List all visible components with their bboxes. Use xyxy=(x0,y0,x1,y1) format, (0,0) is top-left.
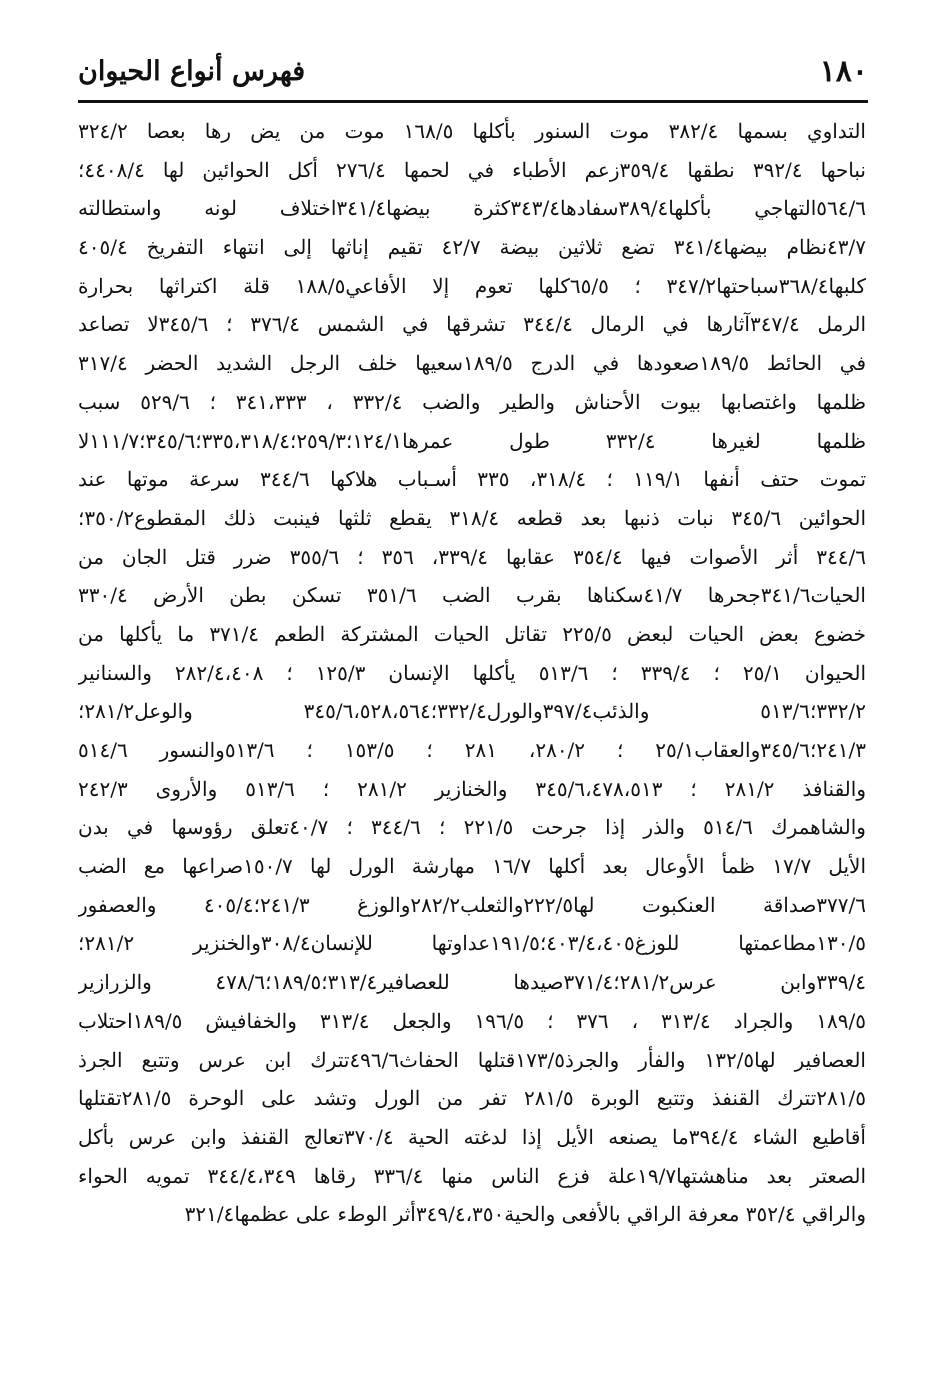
text-line: ٣٣٢/٢؛٥١٣/٦ والذئب٣٩٧/٤والورل٣٣٢/٤؛٣٤٥/٦،٥٢٨،٥٦٤ والوعل٢٨١/٢؛ xyxy=(78,699,866,724)
text-line: ظلمها لغيرها ٣٣٢/٤ طول عمرها١٢٤/١؛٢٥٩/٣؛٣٣٥،٣١٨/٤؛٣٤٥/٦؛١١١/٧لا xyxy=(78,428,866,453)
text-line: في الحائط ١٨٩/٥صعودها في الدرج ١٨٩/٥سعيها خلف الرجل الشديد الحضر ٣١٧/٤ xyxy=(78,351,866,376)
page-title: فهرس أنواع الحيوان xyxy=(78,55,306,87)
text-line: العصافير لها١٣٢/٥ والفأر والجرذ١٧٣/٥قتلها الحفاث٤٩٦/٦تترك ابن عرس وتتبع الجرذ xyxy=(78,1047,866,1072)
text-line: أقاطيع الشاء ٣٩٤/٤ما يصنعه الأيل إذا لدغته الحية ٣٧٠/٤تعالج القنفذ وابن عرس بأكل xyxy=(78,1124,866,1149)
text-line: خضوع بعض الحيات لبعض ٢٢٥/٥ تقاتل الحيات المشتركة الطعم ٣٧١/٤ ما يأكلها من xyxy=(78,621,866,646)
page-number: ١٨٠ xyxy=(819,53,868,89)
text-line: ٢٤١/٣؛٣٤٥/٦والعقاب٢٥/١ ؛ ٢٨٠/٢، ٢٨١ ؛ ١٥٣/٥ ؛ ٥١٣/٦والنسور ٥١٤/٦ xyxy=(78,738,866,762)
text-line: الحيات٣٤١/٦جحرها ٤١/٧سكناها بقرب الضب ٣٥١/٦ تسكن بطن الأرض ٣٣٠/٤ xyxy=(78,583,866,608)
text-line: ٣٧٧/٦صداقة العنكبوت لها٢٢٢/٥والثعلب٢٨٢/٢والوزغ ٢٤١/٣؛٤٠٥/٤ والعصفور xyxy=(78,892,866,917)
text-line: والشاهمرك ٥١٤/٦ والذر إذا جرحت ٢٢١/٥ ؛ ٣٤٤/٦ ؛ ٤٠/٧تعلق رؤوسها في بدن xyxy=(78,815,866,840)
text-line: الرمل ٣٤٧/٤آثارها في الرمال ٣٤٤/٤ تشرقها في الشمس ٣٧٦/٤ ؛ ٣٤٥/٦لا تصاعد xyxy=(78,312,866,337)
text-line: كلبها٣٦٨/٤سباحتها٣٤٧/٢ ؛ ٦٥/٥كلها تعوم إلا الأفاعي١٨٨/٥ قلة اكتراثها بحرارة xyxy=(78,273,866,298)
text-line: الحيوان ٢٥/١ ؛ ٣٣٩/٤ ؛ ٥١٣/٦ يأكلها الإنسان ١٢٥/٣ ؛ ٢٨٢/٤،٤٠٨ والسنانير xyxy=(78,660,866,685)
text-line: ٤٣/٧نظام بيضها٣٤١/٤ تضع ثلاثين بيضة ٤٢/٧ تقيم إناثها إلى انتهاء التفريخ ٤٠٥/٤ xyxy=(78,235,866,260)
text-line: ٥٦٤/٦التهاجي بأكلها٣٨٩/٤سفادها٣٤٣/٤كثرة بيضها٣٤١/٤اختلاف لونه واستطالته xyxy=(78,196,866,221)
text-line: والقنافذ ٢٨١/٢ ؛ ٣٤٥/٦،٤٧٨،٥١٣ والخنازير ٢٨١/٢ ؛ ٥١٣/٦ والأروى ٢٤٢/٣ xyxy=(78,776,866,801)
text-line: ٢٨١/٥تترك القنفذ وتتبع الوبرة ٢٨١/٥ تفر من الورل وتشد على الوحرة ٢٨١/٥تقتلها xyxy=(78,1086,866,1111)
text-line: الحوائين ٣٤٥/٦ نبات ذنبها بعد قطعه ٣١٨/٤ يقطع ثلثها فينبت ذلك المقطوع٣٥٠/٢؛ xyxy=(78,505,866,530)
page-header xyxy=(78,46,868,96)
text-line: الصعتر بعد مناهشتها١٩/٧علة فزع الناس منها ٣٣٦/٤ رقاها ٣٤٤/٤،٣٤٩ تمويه الحواء xyxy=(78,1163,866,1188)
text-line: ١٨٩/٥ والجراد ٣١٣/٤ ، ٣٧٦ ؛ ١٩٦/٥ والجعل ٣١٣/٤ والخفافيش ١٨٩/٥احتلاب xyxy=(78,1008,866,1033)
text-line: تموت حتف أنفها ١١٩/١ ؛ ٣١٨/٤، ٣٣٥ أسـباب هلاكها ٣٤٤/٦ سرعة موتها عند xyxy=(78,467,866,492)
text-line: نباحها ٣٩٢/٤ نطقها ٣٥٩/٤زعم الأطباء في لحمها ٢٧٦/٤ أكل الحوائين لها ٤٤٠٨/٤؛ xyxy=(78,157,866,182)
text-line: والراقي ٣٥٢/٤ معرفة الراقي بالأفعى والحية٣٤٩/٤،٣٥٠أثر الوطء على عظمها٣٢١/٤ xyxy=(184,1202,866,1227)
text-line: ظلمها واغتصابها بيوت الأحناش والطير والضب ٣٣٢/٤ ، ٣٤١،٣٣٣ ؛ ٥٢٩/٦ سبب xyxy=(78,389,866,414)
text-line: ٣٣٩/٤وابن عرس٢٨١/٢؛٣٧١/٤صيدها للعصافير٣١٣/٤؛١٨٩/٥؛٤٧٨/٦ والزرازير xyxy=(78,970,866,995)
index-body xyxy=(78,112,866,1234)
text-line: ١٣٠/٥مطاعمتها للوزغ٤٠٣/٤،٤٠٥؛١٩١/٥عداوتها للإنسان٣٠٨/٤والخنزير ٢٨١/٢؛ xyxy=(78,931,866,956)
text-line: التداوي بسمها ٣٨٢/٤ موت السنور بأكلها ١٦٨/٥ موت من يض رها بعصا ٣٢٤/٢ xyxy=(78,119,866,143)
header-rule xyxy=(78,100,868,103)
text-line: الأيل ١٧/٧ ظمأ الأوعال بعد أكلها ١٦/٧ مهارشة الورل لها ١٥٠/٧صراعها مع الضب xyxy=(78,854,866,879)
text-line: ٣٤٤/٦ أثر الأصوات فيها ٣٥٤/٤ عقابها ٣٣٩/٤، ٣٥٦ ؛ ٣٥٥/٦ ضرر قتل الجان من xyxy=(78,544,866,569)
